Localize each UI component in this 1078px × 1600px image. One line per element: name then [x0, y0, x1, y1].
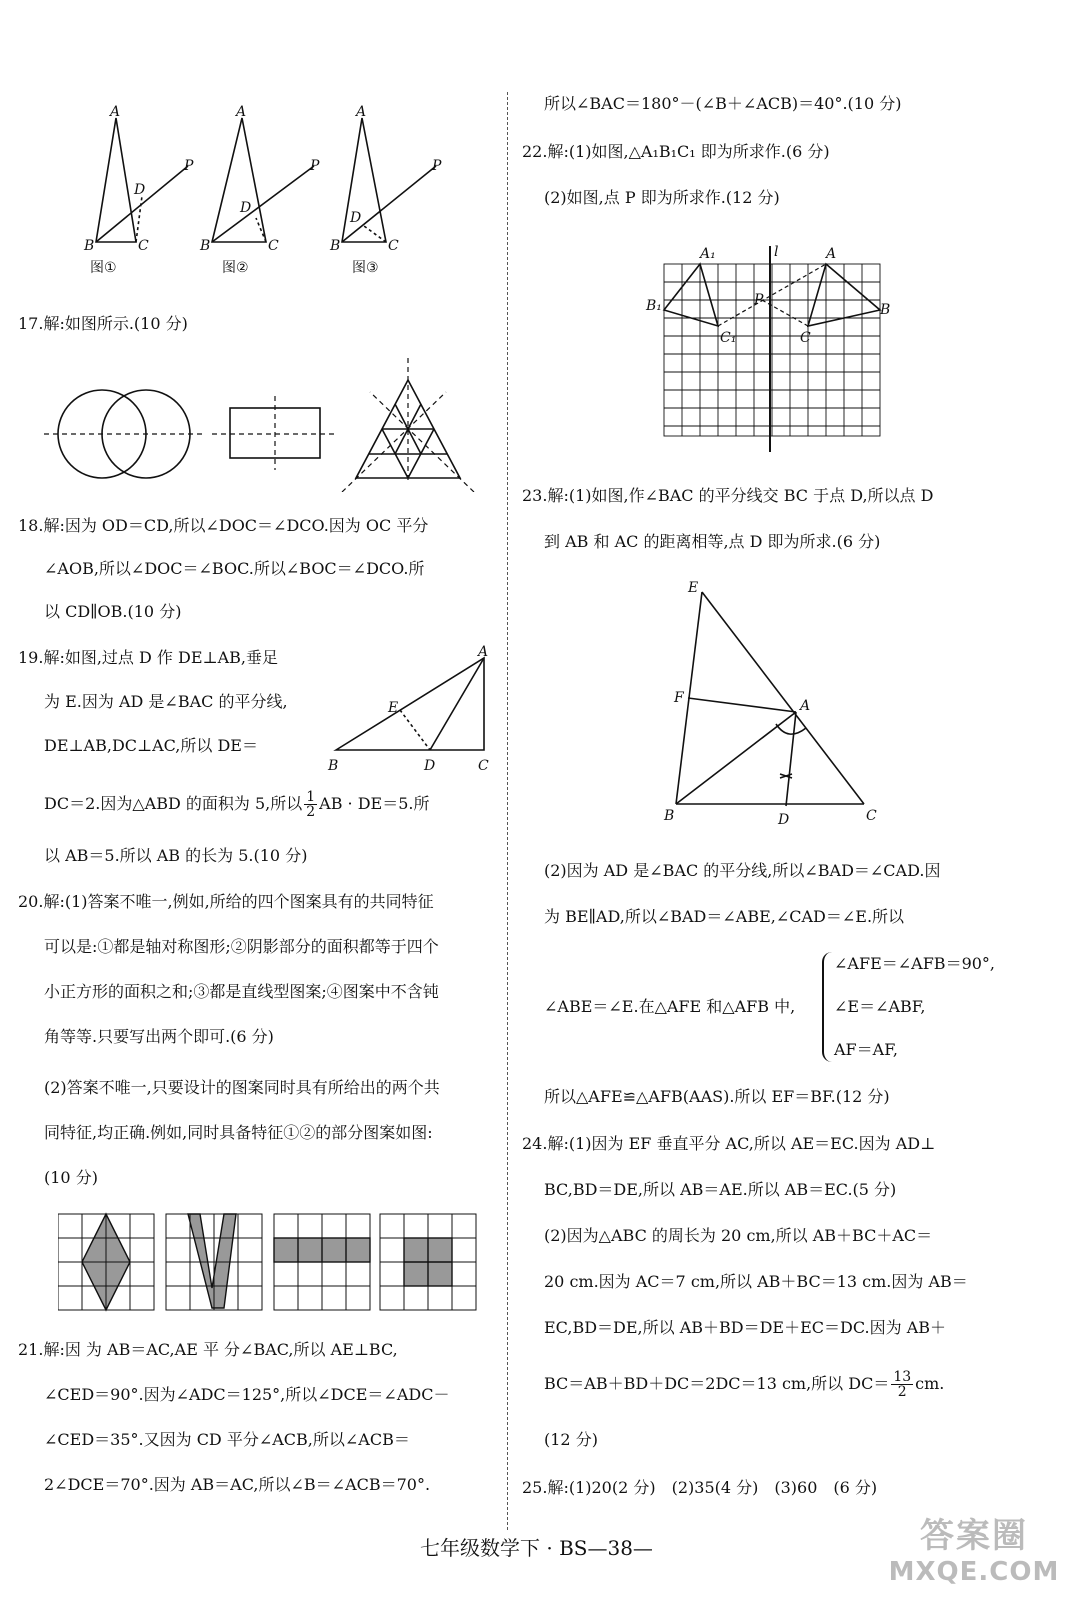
figure-16-triangles [70, 100, 470, 280]
svg-text:E: E [388, 700, 399, 716]
q24-line4: 20 cm.因为 AC＝7 cm,所以 AB＋BC＝13 cm.因为 AB＝ [544, 1272, 968, 1291]
q25-text: 25.解:(1)20(2 分) (2)35(4 分) (3)60 (6 分) [522, 1478, 878, 1497]
q20-line2: 可以是:①都是轴对称图形;②阴影部分的面积都等于四个 [44, 937, 439, 956]
svg-text:P: P [754, 292, 764, 308]
svg-text:A: A [356, 104, 367, 120]
q23-line6: 所以△AFE≌△AFB(AAS).所以 EF＝BF.(12 分) [544, 1087, 890, 1106]
system-line1: ∠AFE＝∠AFB＝90°, [834, 954, 996, 973]
q19-line4 [44, 790, 430, 819]
q20-line6: 同特征,均正确.例如,同时具备特征①②的部分图案如图: [44, 1123, 433, 1142]
q23-line4: 为 BE∥AD,所以∠BAD＝∠ABE,∠CAD＝∠E.所以 [544, 907, 905, 926]
q21-line4: 2∠DCE＝70°.因为 AB＝AC,所以∠B＝∠ACB＝70°. [44, 1475, 431, 1494]
q21-line3: ∠CED＝35°.又因为 CD 平分∠ACB,所以∠ACB＝ [44, 1430, 410, 1449]
q18-line1: 18.解:因为 OD＝CD,所以∠DOC＝∠DCO.因为 OC 平分 [18, 516, 429, 535]
q18-line3: 以 CD∥OB.(10 分) [44, 602, 182, 621]
q24-line6 [544, 1370, 944, 1399]
q21-end: 所以∠BAC＝180°－(∠B＋∠ACB)＝40°.(10 分) [544, 94, 902, 113]
svg-text:A: A [110, 104, 121, 120]
q24-line5: EC,BD＝DE,所以 AB＋BD＝DE＋EC＝DC.因为 AB＋ [544, 1318, 947, 1337]
watermark-logo-text: 答案圈 [920, 1516, 1028, 1556]
q21-line1: 21.解:因 为 AB＝AC,AE 平 分∠BAC,所以 AE⊥BC, [18, 1340, 398, 1359]
svg-text:A: A [826, 246, 837, 262]
svg-text:E: E [688, 580, 699, 596]
svg-text:D: D [350, 210, 362, 226]
q23-line1: 23.解:(1)如图,作∠BAC 的平分线交 BC 于点 D,所以点 D [522, 486, 934, 505]
system-line2: ∠E＝∠ABF, [834, 997, 926, 1016]
svg-text:D: D [240, 200, 252, 216]
svg-text:P: P [310, 158, 320, 174]
svg-text:C₁: C₁ [720, 330, 737, 346]
svg-text:B: B [328, 758, 339, 774]
q24-line7: (12 分) [544, 1430, 598, 1449]
svg-text:F: F [674, 690, 684, 706]
q17-text: 17.解:如图所示.(10 分) [18, 314, 188, 333]
q20-line4: 角等等.只要写出两个即可.(6 分) [44, 1027, 274, 1046]
q19-line2: 为 E.因为 AD 是∠BAC 的平分线, [44, 692, 288, 711]
q20-line3: 小正方形的面积之和;③都是直线型图案;④图案中不含钝 [44, 982, 439, 1001]
q23-line2: 到 AB 和 AC 的距离相等,点 D 即为所求.(6 分) [544, 532, 881, 551]
q19-line1: 19.解:如图,过点 D 作 DE⊥AB,垂足 [18, 648, 278, 667]
q22-line1: 22.解:(1)如图,△A₁B₁C₁ 即为所求作.(6 分) [522, 142, 830, 161]
fig3-caption: 图③ [352, 260, 379, 276]
q24-line1: 24.解:(1)因为 EF 垂直平分 AC,所以 AE＝EC.因为 AD⊥ [522, 1134, 936, 1153]
svg-text:C: C [388, 238, 399, 254]
svg-text:A: A [478, 644, 489, 660]
svg-text:C: C [800, 330, 811, 346]
fig1-caption: 图① [90, 260, 117, 276]
figure-17-symmetry [40, 352, 480, 492]
svg-text:B: B [664, 808, 675, 824]
thirteen-halves-fraction: $\frac{13}{2}$ [893, 1369, 912, 1400]
svg-text:A: A [800, 698, 811, 714]
q20-line7: (10 分) [44, 1168, 98, 1187]
q22-line2: (2)如图,点 P 即为所求作.(12 分) [544, 188, 780, 207]
svg-text:B₁: B₁ [646, 298, 662, 314]
q19-line4-tail: AB · DE＝5.所 [319, 794, 430, 813]
figure-19-triangle [324, 640, 500, 780]
svg-text:D: D [424, 758, 436, 774]
column-divider [507, 92, 508, 1530]
svg-text:P: P [432, 158, 442, 174]
q24-line6-unit: cm. [915, 1374, 945, 1393]
figure-22-grid [640, 240, 890, 456]
svg-text:A₁: A₁ [700, 246, 716, 262]
q19-line5: 以 AB＝5.所以 AB 的长为 5.(10 分) [44, 846, 308, 865]
svg-text:B: B [330, 238, 341, 254]
q21-line2: ∠CED＝90°.因为∠ADC＝125°,所以∠DCE＝∠ADC－ [44, 1385, 450, 1404]
q19-line3: DE⊥AB,DC⊥AC,所以 DE＝ [44, 736, 258, 755]
svg-text:C: C [866, 808, 877, 824]
half-fraction: $\frac{1}{2}$ [306, 789, 316, 820]
svg-text:P: P [184, 158, 194, 174]
system-brace [822, 952, 832, 1062]
q24-line2: BC,BD＝DE,所以 AB＝AE.所以 AB＝EC.(5 分) [544, 1180, 897, 1199]
q23-line3: (2)因为 AD 是∠BAC 的平分线,所以∠BAD＝∠CAD.因 [544, 861, 941, 880]
figure-20-patterns [58, 1212, 488, 1314]
svg-text:l: l [774, 244, 779, 260]
watermark-logo [884, 1508, 1064, 1586]
q20-line1: 20.解:(1)答案不唯一,例如,所给的四个图案具有的共同特征 [18, 892, 434, 911]
svg-text:B: B [200, 238, 211, 254]
svg-text:D: D [134, 182, 146, 198]
q19-line4-text: DC＝2.因为△ABD 的面积为 5,所以 [44, 794, 303, 813]
svg-text:D: D [778, 812, 790, 828]
watermark-url: MXQE.COM [888, 1557, 1060, 1587]
svg-text:C: C [478, 758, 489, 774]
svg-text:B: B [880, 302, 890, 318]
q23-line5: ∠ABE＝∠E.在△AFE 和△AFB 中, [544, 997, 796, 1016]
svg-text:A: A [236, 104, 247, 120]
system-line3: AF＝AF, [834, 1040, 898, 1059]
figure-23-triangle [658, 580, 888, 830]
svg-text:C: C [268, 238, 279, 254]
page-footer: 七年级数学下 · BS—38— [420, 1536, 653, 1560]
svg-text:B: B [84, 238, 95, 254]
q18-line2: ∠AOB,所以∠DOC＝∠BOC.所以∠BOC＝∠DCO.所 [44, 559, 425, 578]
q20-line5: (2)答案不唯一,只要设计的图案同时具有所给出的两个共 [44, 1078, 440, 1097]
q24-line6-text: BC＝AB＋BD＋DC＝2DC＝13 cm,所以 DC＝ [544, 1374, 890, 1393]
fig2-caption: 图② [222, 260, 249, 276]
svg-text:C: C [138, 238, 149, 254]
q24-line3: (2)因为△ABC 的周长为 20 cm,所以 AB＋BC＋AC＝ [544, 1226, 933, 1245]
